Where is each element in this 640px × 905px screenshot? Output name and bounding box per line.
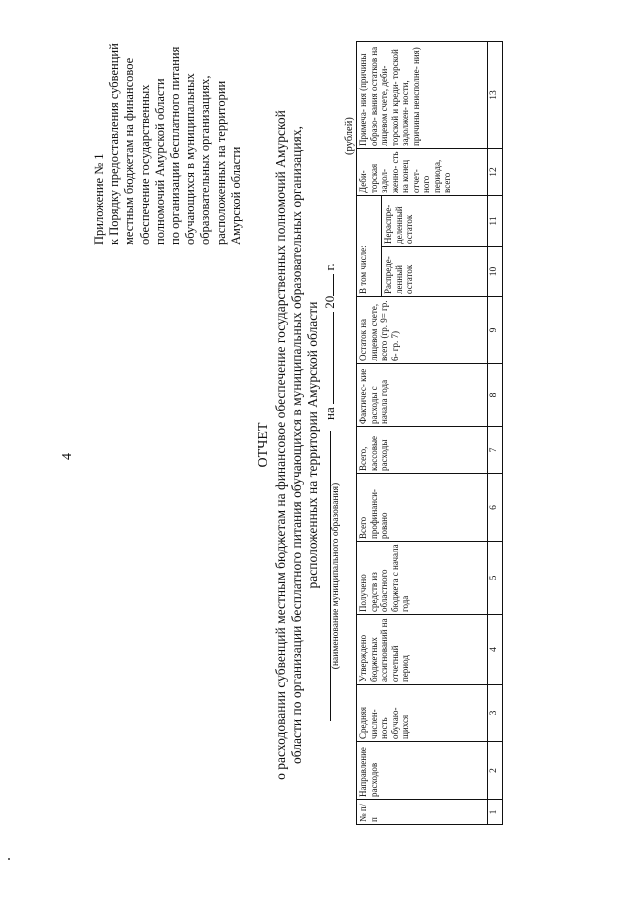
column-number: 9 <box>488 297 503 364</box>
appendix-line: обучающихся в муниципальных <box>183 73 198 245</box>
header-cell-group: В том числе: <box>357 195 382 296</box>
subtitle-line: области по организации бесплатного питания обучающихся в муниципальных образовательных организациях, <box>289 126 304 764</box>
column-number: 1 <box>488 800 503 825</box>
report-title <box>256 85 321 805</box>
year-prefix: 20 <box>322 295 337 309</box>
page-number: 4 <box>60 453 75 460</box>
column-number: 7 <box>488 427 503 474</box>
date-blank <box>323 312 334 404</box>
appendix-line: по организации бесплатного питания <box>168 46 183 245</box>
header-cell: Остаток на лицевом счете, всего (гр. 9= гр. 6- гр. 7) <box>357 297 488 364</box>
column-number: 6 <box>488 474 503 542</box>
on-label: на <box>322 407 337 420</box>
report-date-line <box>322 263 338 420</box>
column-number: 10 <box>488 247 503 297</box>
header-cell: Получено средств из областного бюджета с начала года <box>357 542 488 615</box>
column-number: 4 <box>488 615 503 685</box>
column-number-row <box>488 41 503 824</box>
appendix-line: расположенных на территории <box>213 80 228 245</box>
column-number: 8 <box>488 364 503 427</box>
municipality-caption: (наименование муниципального образования) <box>331 482 341 670</box>
header-cell: Всего профинанси- ровано <box>357 474 488 542</box>
header-cell: Направление расходов <box>357 742 488 800</box>
header-cell: Всего, кассовые расходы <box>357 427 488 474</box>
header-cell: Примеча- ния (причины образо- вания остатков на лицевом счете, деби- торской и креди- торской задолжен- ности, причины неисполне- ния) <box>357 41 488 148</box>
year-suffix: г. <box>322 263 337 271</box>
header-cell: Фактичес- кие расходы с начала года <box>357 364 488 427</box>
header-cell: Деби- торская задол- женно- сть на конец отчет- ного периода, всего <box>357 148 488 195</box>
column-number: 11 <box>488 195 503 246</box>
header-cell: Средняя числен- ность обучаю- щихся <box>357 685 488 742</box>
report-table <box>356 41 503 825</box>
appendix-line: обеспечение государственных <box>137 84 152 245</box>
year-blank <box>323 274 334 296</box>
appendix-note <box>92 43 244 245</box>
column-number: 13 <box>488 41 503 148</box>
header-cell: Утверждено бюджетных ассигнований на отчетный период <box>357 615 488 685</box>
column-number: 12 <box>488 148 503 195</box>
column-number: 5 <box>488 542 503 615</box>
appendix-line: образовательных организациях, <box>198 75 213 245</box>
report-subtitle <box>273 85 321 805</box>
table-header-row <box>357 41 382 824</box>
appendix-line: Амурской области <box>228 146 243 245</box>
column-number: 2 <box>488 742 503 800</box>
header-cell: № п/п <box>357 800 488 825</box>
currency-note: (рублей) <box>344 117 355 155</box>
header-cell: Нераспре- деленный остаток <box>382 195 488 246</box>
report-heading: ОТЧЕТ <box>256 422 271 468</box>
appendix-line: местным бюджетам на финансовое <box>122 57 137 245</box>
appendix-line: полномочий Амурской области <box>152 78 167 245</box>
appendix-line: Приложение № 1 <box>92 153 106 245</box>
header-cell: Распреде- ленный остаток <box>382 247 488 297</box>
subtitle-line: расположенных на территории Амурской области <box>305 301 320 589</box>
column-number: 3 <box>488 685 503 742</box>
subtitle-line: о расходовании субвенций местным бюджетам на финансовое обеспечение государственных полномочий Амурской <box>273 110 288 780</box>
appendix-line: к Порядку предоставления субвенций <box>107 43 122 245</box>
